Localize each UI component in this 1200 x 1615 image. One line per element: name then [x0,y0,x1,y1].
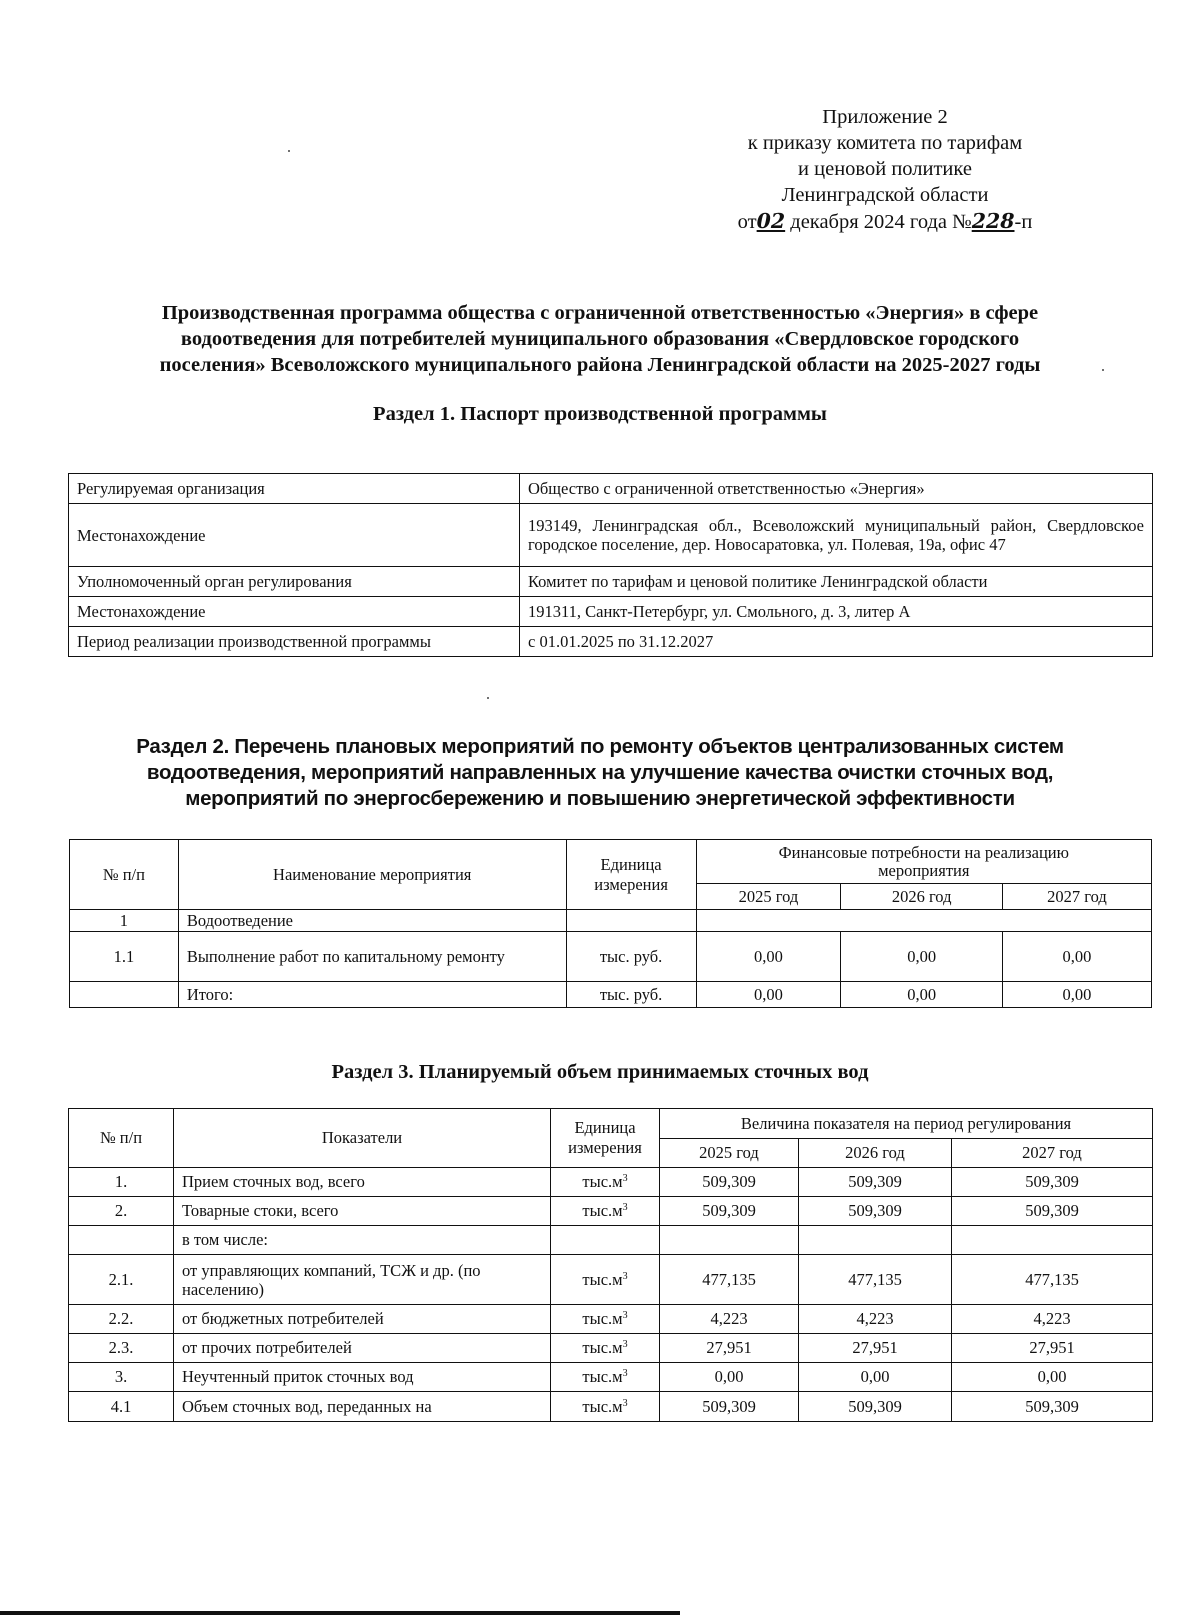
row-value: 0,00 [841,932,1003,982]
passport-key: Регулируемая организация [69,474,520,504]
section2-title-line: водоотведения, мероприятий направленных на улучшение качества очистки сточных вод, [146,761,1054,784]
row-unit [566,910,696,932]
unit-text: тыс.м [582,1367,623,1386]
row-value: 0,00 [1002,932,1151,982]
col-header-year: 2025 год [696,884,841,910]
passport-value: с 01.01.2025 по 31.12.2027 [520,627,1153,657]
row-values-empty [696,910,1151,932]
header-row [70,840,1152,884]
passport-value: 193149, Ленинградская обл., Всеволожский муниципальный район, Свердловское городское поселение, дер. Новосаратовка, ул. Полевая, 19а, офис 47 [520,504,1153,567]
row-unit [551,1392,660,1422]
row-value: 509,309 [660,1392,799,1422]
row-value: 509,309 [952,1168,1153,1197]
unit-exponent: 3 [622,1310,628,1321]
col-header-name: Показатели [174,1109,551,1168]
unit-text: тыс.м [582,1201,623,1220]
table-row [69,1226,1153,1255]
col-header-year: 2027 год [952,1139,1153,1168]
col-header-year: 2027 год [1002,884,1151,910]
row-value: 4,223 [952,1305,1153,1334]
passport-value: 191311, Санкт-Петербург, ул. Смольного, д. 3, литер А [520,597,1153,627]
row-value: 509,309 [799,1168,952,1197]
appendix-line: и ценовой политике [798,158,972,180]
row-unit [551,1334,660,1363]
scan-speck [288,150,290,152]
row-value: 509,309 [952,1197,1153,1226]
passport-key: Период реализации производственной программы [69,627,520,657]
table-row [70,982,1152,1008]
unit-exponent: 3 [622,1173,628,1184]
row-name: Прием сточных вод, всего [174,1168,551,1197]
table-row [69,567,1153,597]
row-value: 509,309 [799,1197,952,1226]
passport-value: Комитет по тарифам и ценовой политике Ленинградской области [520,567,1153,597]
row-num [70,982,179,1008]
row-unit [551,1305,660,1334]
order-suffix: -п [1014,211,1033,233]
col-header-unit [566,840,696,910]
table-row [69,1255,1153,1305]
row-name: от управляющих компаний, ТСЖ и др. (по населению) [174,1255,551,1305]
row-num: 2.3. [69,1334,174,1363]
row-num: 2.1. [69,1255,174,1305]
row-name: Товарные стоки, всего [174,1197,551,1226]
section2-title-line: Раздел 2. Перечень плановых мероприятий по ремонту объектов централизованных систем [136,735,1064,758]
unit-exponent: 3 [622,1270,628,1282]
col-header-year: 2026 год [799,1139,952,1168]
row-value: 509,309 [660,1197,799,1226]
scan-edge-line [0,1611,680,1615]
date-prefix: от [737,211,757,233]
row-value: 477,135 [660,1255,799,1305]
date-rest: декабря 2024 года № [785,211,972,233]
row-num: 1 [70,910,179,932]
table-row [69,1197,1153,1226]
unit-label-line1: Единица [574,1118,636,1137]
table-row [69,627,1153,657]
row-name: от бюджетных потребителей [174,1305,551,1334]
row-num: 2.2. [69,1305,174,1334]
appendix-line: к приказу комитета по тарифам [747,132,1023,154]
table-row [70,932,1152,982]
passport-key: Уполномоченный орган регулирования [69,567,520,597]
section2-title-line: мероприятий по энергосбережению и повышению энергетической эффективности [185,787,1015,810]
row-unit [551,1168,660,1197]
table-row [69,1334,1153,1363]
row-value: 4,223 [799,1305,952,1334]
handwritten-day: 02 [756,209,786,233]
row-value: 509,309 [799,1392,952,1422]
col-header-year: 2026 год [841,884,1003,910]
row-value: 27,951 [799,1334,952,1363]
row-value: 27,951 [660,1334,799,1363]
row-num: 1.1 [70,932,179,982]
row-value: 477,135 [799,1255,952,1305]
row-value: 27,951 [952,1334,1153,1363]
row-value: 0,00 [952,1363,1153,1392]
unit-label-line2: измерения [568,1138,642,1157]
section1-title: Раздел 1. Паспорт производственной программы [373,403,827,425]
table-row [69,1305,1153,1334]
header-row [69,1109,1153,1139]
row-value: 0,00 [1002,982,1151,1008]
row-value: 0,00 [841,982,1003,1008]
unit-exponent: 3 [622,1202,628,1213]
row-value: 0,00 [696,932,841,982]
title-line: Производственная программа общества с ограниченной ответственностью «Энергия» в сфере [161,302,1039,324]
appendix-header [700,104,1070,235]
document-title [70,300,1130,378]
appendix-line: Ленинградской области [781,184,989,206]
col-header-unit [551,1109,660,1168]
row-num: 4.1 [69,1392,174,1422]
row-name: Объем сточных вод, переданных на [174,1392,551,1422]
unit-text: тыс.м [582,1269,623,1289]
row-unit [551,1363,660,1392]
row-value: 477,135 [952,1255,1153,1305]
row-value [799,1226,952,1255]
appendix-title: Приложение 2 [822,106,948,128]
passport-key: Местонахождение [69,597,520,627]
table-row [69,597,1153,627]
row-value: 509,309 [660,1168,799,1197]
table-row [69,1168,1153,1197]
row-value: 0,00 [696,982,841,1008]
row-name: от прочих потребителей [174,1334,551,1363]
row-value: 0,00 [799,1363,952,1392]
volumes-table [68,1108,1153,1422]
row-name: в том числе: [174,1226,551,1255]
row-num: 3. [69,1363,174,1392]
passport-table [68,473,1153,657]
row-value: 0,00 [660,1363,799,1392]
row-value: 4,223 [660,1305,799,1334]
passport-key: Местонахождение [69,504,520,567]
row-value [660,1226,799,1255]
row-num: 2. [69,1197,174,1226]
title-line: поселения» Всеволожского муниципального района Ленинградской области на 2025-2027 годы [159,354,1041,376]
table-row [69,1392,1153,1422]
col-header-group: Величина показателя на период регулирования [660,1109,1153,1139]
title-line: водоотведения для потребителей муниципального образования «Свердловское городского [180,328,1020,350]
unit-exponent: 3 [622,1397,628,1409]
unit-label-line1: Единица [600,854,662,874]
row-value: 509,309 [952,1392,1153,1422]
unit-text: тыс.м [582,1172,623,1191]
row-name: Итого: [178,982,566,1008]
col-header-name: Наименование мероприятия [178,840,566,910]
col-header-num: № п/п [70,840,179,910]
row-name: Водоотведение [178,910,566,932]
table-row [70,910,1152,932]
scan-speck [487,697,489,699]
table-row [69,1363,1153,1392]
measures-table [69,839,1152,1008]
col-header-year: 2025 год [660,1139,799,1168]
passport-value: Общество с ограниченной ответственностью «Энергия» [520,474,1153,504]
unit-exponent: 3 [622,1339,628,1350]
handwritten-order-number: 228 [971,209,1015,233]
row-name: Выполнение работ по капитальному ремонту [178,932,566,982]
row-unit [551,1255,660,1305]
unit-text: тыс.м [582,1338,623,1357]
row-unit: тыс. руб. [566,982,696,1008]
unit-exponent: 3 [622,1368,628,1379]
unit-text: тыс.м [582,1309,623,1328]
section2-title [70,734,1130,812]
section3-title: Раздел 3. Планируемый объем принимаемых сточных вод [331,1061,869,1083]
table-row [69,474,1153,504]
col-header-group: Финансовые потребности на реализацию мероприятия [696,840,1151,884]
row-name: Неучтенный приток сточных вод [174,1363,551,1392]
row-value [952,1226,1153,1255]
row-unit [551,1197,660,1226]
col-header-num: № п/п [69,1109,174,1168]
unit-label-line2: измерения [594,874,668,894]
row-num [69,1226,174,1255]
row-num: 1. [69,1168,174,1197]
order-date-line [700,208,1070,235]
table-row [69,504,1153,567]
row-unit [551,1226,660,1255]
row-unit: тыс. руб. [566,932,696,982]
unit-text: тыс.м [582,1396,623,1416]
